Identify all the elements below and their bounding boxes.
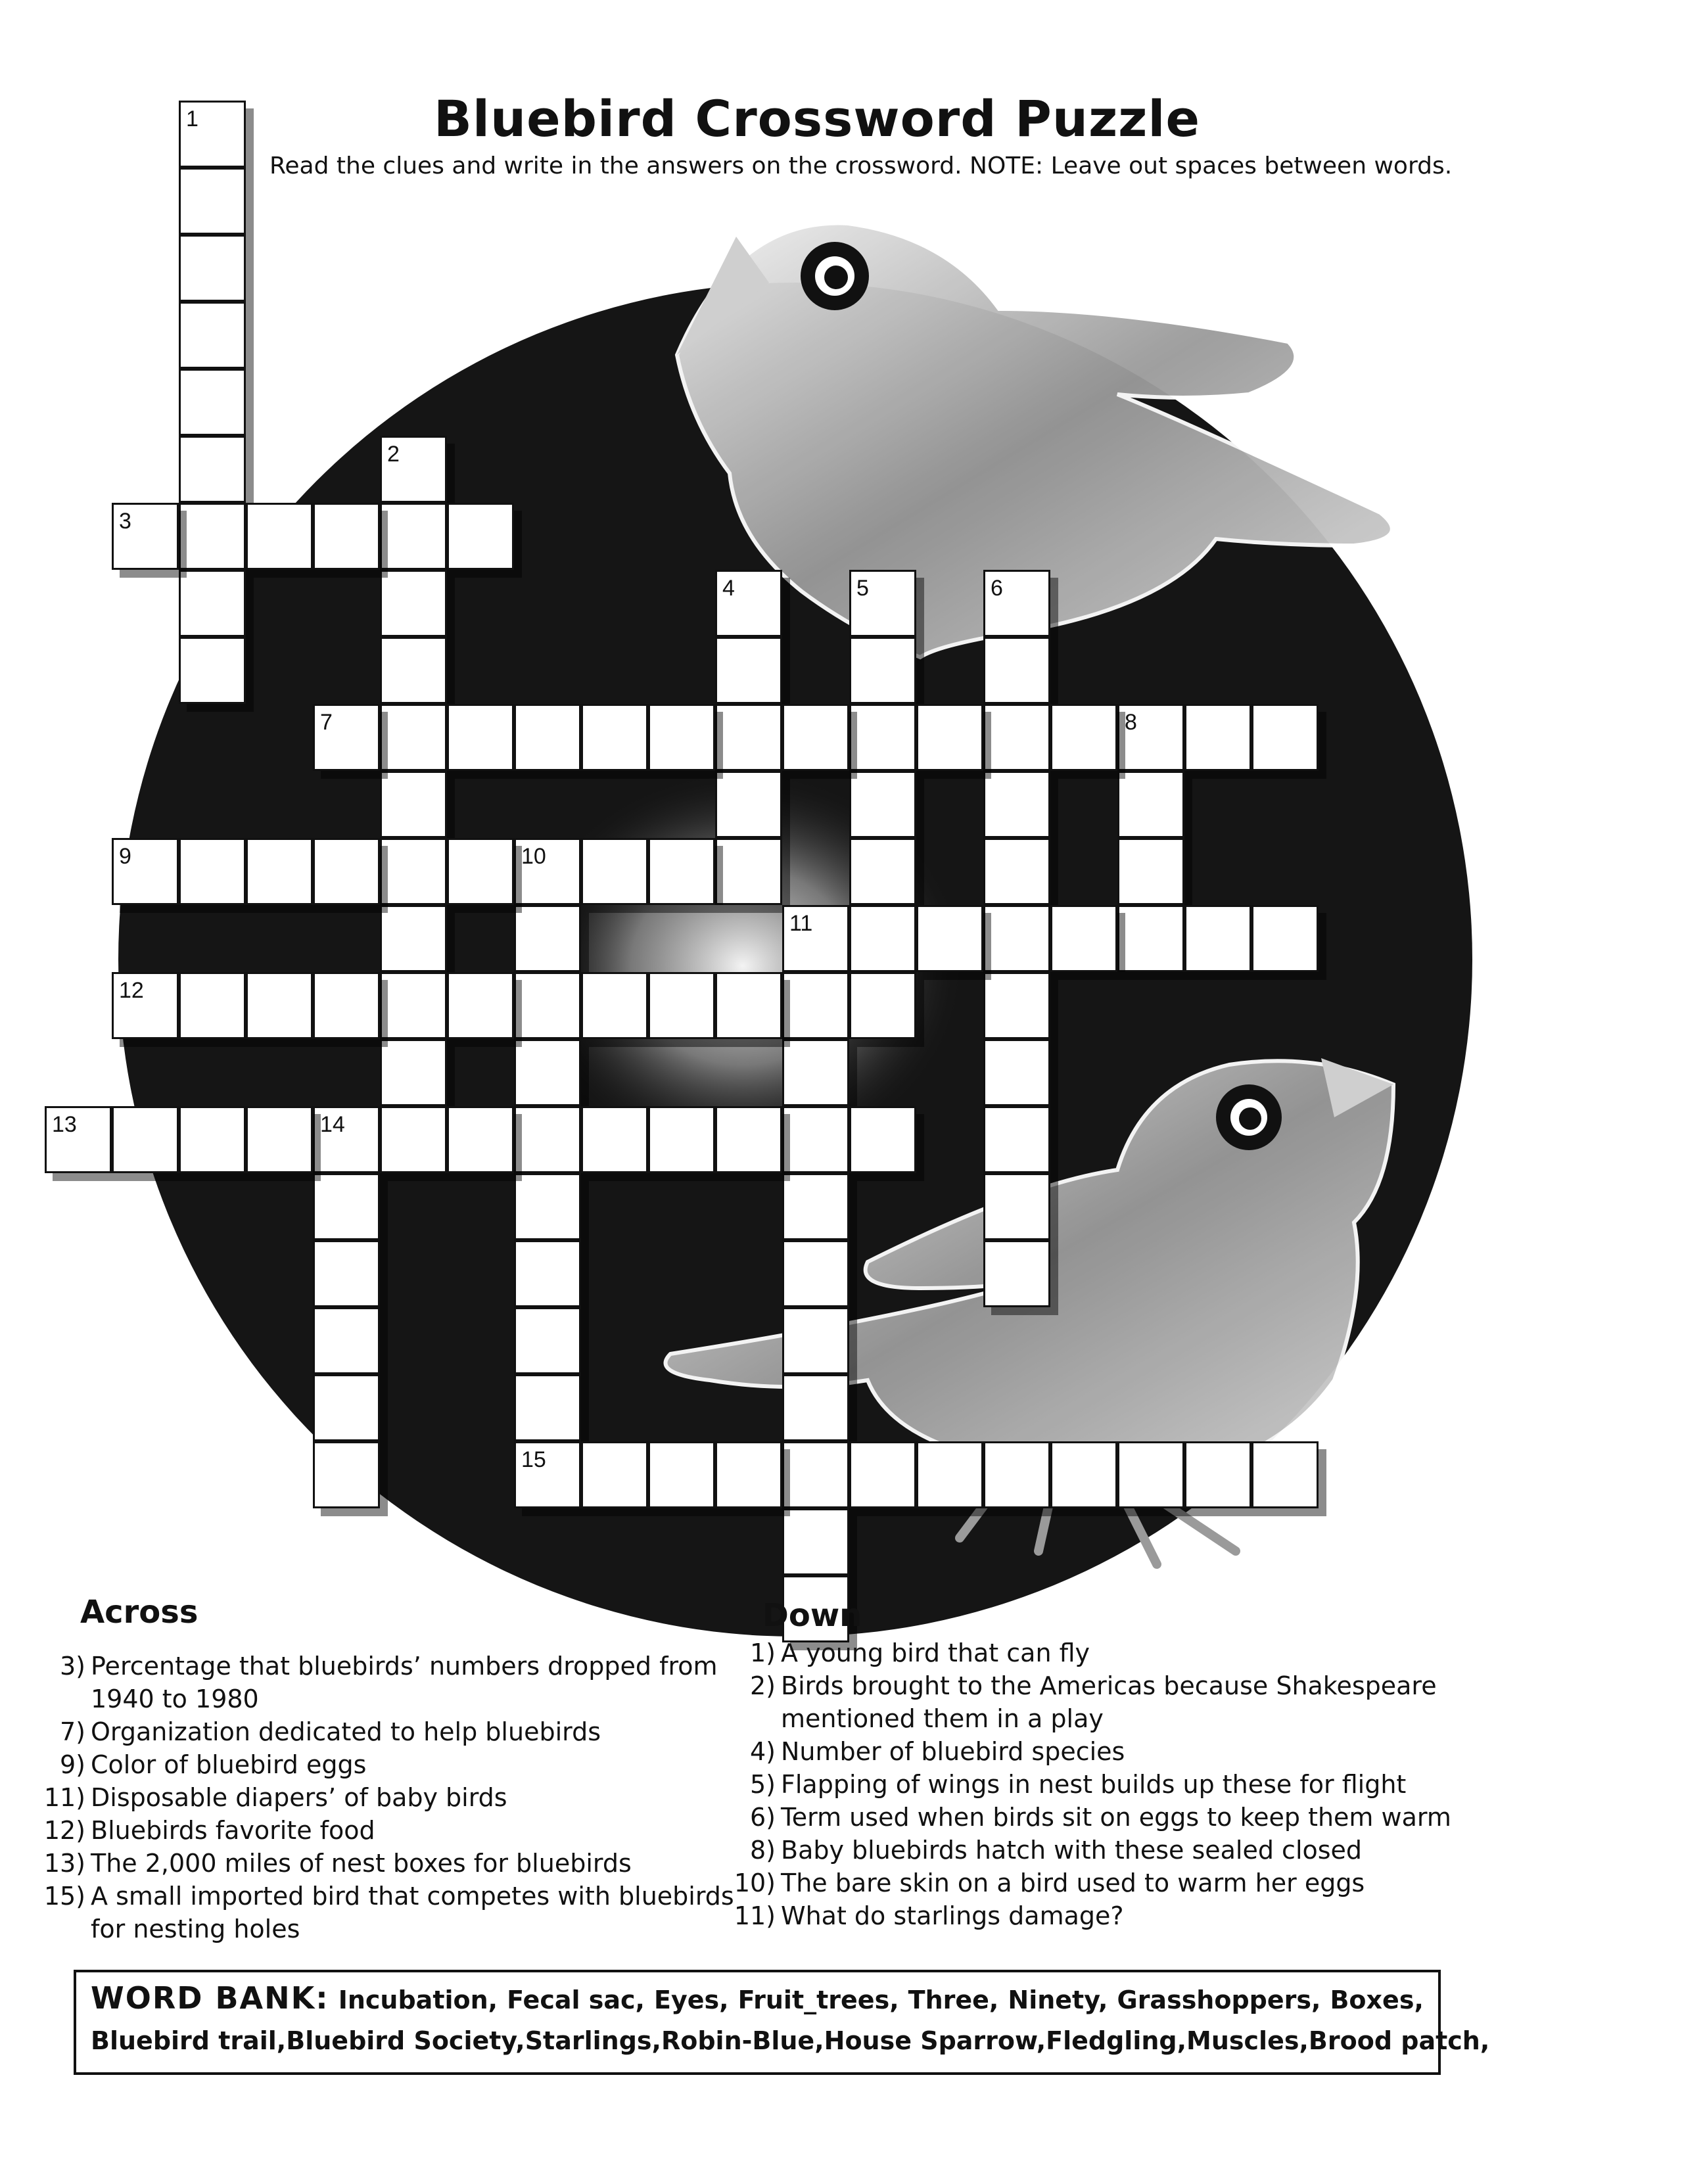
- crossword-cell[interactable]: [447, 1106, 514, 1173]
- crossword-cell[interactable]: [1050, 704, 1117, 771]
- word-bank-word: Bluebird trail,: [91, 2026, 287, 2055]
- crossword-cell[interactable]: [380, 771, 447, 838]
- clue-number: 8: [1125, 710, 1137, 735]
- clue-number: 5: [856, 576, 869, 601]
- crossword-cell[interactable]: [179, 436, 246, 503]
- crossword-cell[interactable]: [1117, 905, 1184, 972]
- crossword-cell[interactable]: [916, 1441, 983, 1508]
- crossword-cell[interactable]: [648, 1106, 715, 1173]
- crossword-cell[interactable]: [514, 905, 581, 972]
- page-title: Bluebird Crossword Puzzle: [434, 89, 1201, 148]
- crossword-cell[interactable]: [1251, 905, 1319, 972]
- crossword-cell[interactable]: [782, 1441, 849, 1508]
- clue-number: 9: [119, 844, 131, 869]
- crossword-cell[interactable]: [514, 1441, 581, 1508]
- down-clue-8: 8) Baby bluebirds hatch with these sealed closed: [749, 1836, 1363, 1865]
- crossword-cell[interactable]: [514, 704, 581, 771]
- crossword-cell[interactable]: [112, 1106, 179, 1173]
- crossword-cell[interactable]: [380, 838, 447, 905]
- crossword-cell[interactable]: [313, 503, 380, 570]
- down-clue-11: 11) What do starlings damage?: [734, 1901, 1124, 1930]
- word-bank-label: WORD BANK:: [91, 1980, 329, 2016]
- word-bank-word: Starlings,: [525, 2026, 661, 2055]
- crossword-cell[interactable]: [179, 302, 246, 369]
- word-bank-word: Muscles,: [1186, 2026, 1309, 2055]
- crossword-cell[interactable]: [581, 1106, 648, 1173]
- crossword-cell[interactable]: [715, 1441, 782, 1508]
- across-heading: Across: [80, 1594, 199, 1631]
- crossword-cell[interactable]: [380, 503, 447, 570]
- crossword-cell[interactable]: [179, 637, 246, 704]
- crossword-cell[interactable]: [983, 1441, 1050, 1508]
- crossword-cell[interactable]: [514, 838, 581, 905]
- clue-number: 3: [119, 509, 131, 534]
- crossword-cell[interactable]: [715, 637, 782, 704]
- down-clue-2: 2) Birds brought to the Americas because Shakespeare mentioned them in a play: [749, 1671, 1437, 1733]
- crossword-cell[interactable]: [782, 704, 849, 771]
- crossword-cell[interactable]: [983, 905, 1050, 972]
- across-clue-9: 9) Color of bluebird eggs: [59, 1750, 367, 1779]
- crossword-cell[interactable]: [313, 1106, 380, 1173]
- crossword-cell[interactable]: [514, 1173, 581, 1240]
- crossword-cell[interactable]: [112, 972, 179, 1039]
- crossword-cell[interactable]: [1251, 1441, 1319, 1508]
- crossword-cell[interactable]: [313, 704, 380, 771]
- word-bank-word: Fledgling,: [1046, 2026, 1187, 2055]
- across-clue-list: [43, 1650, 743, 1945]
- word-bank-word: Fecal sac,: [507, 1986, 645, 2014]
- crossword-cell[interactable]: [983, 637, 1050, 704]
- clue-number: 15: [521, 1447, 546, 1472]
- crossword-cell[interactable]: [179, 570, 246, 637]
- crossword-cell[interactable]: [514, 1307, 581, 1374]
- across-clue-12: 12) Bluebirds favorite food: [43, 1816, 375, 1845]
- word-bank-word: Fruit_trees,: [737, 1986, 899, 2014]
- crossword-cell[interactable]: [1184, 905, 1251, 972]
- crossword-cell[interactable]: [380, 972, 447, 1039]
- crossword-cell[interactable]: [782, 1508, 849, 1575]
- crossword-cell[interactable]: [1184, 1441, 1251, 1508]
- clue-number: 13: [52, 1112, 77, 1137]
- word-bank-word: Robin-Blue,: [661, 2026, 824, 2055]
- crossword-cell[interactable]: [782, 1307, 849, 1374]
- instructions-text: Read the clues and write in the answers on the crossword. NOTE: Leave out spaces between words.: [269, 152, 1453, 179]
- crossword-cell[interactable]: [849, 570, 916, 637]
- crossword-cell[interactable]: [45, 1106, 112, 1173]
- crossword-cell[interactable]: [313, 1374, 380, 1441]
- across-clue-11: 11) Disposable diapers’ of baby birds: [43, 1783, 507, 1812]
- crossword-cell[interactable]: [380, 570, 447, 637]
- crossword-cell[interactable]: [179, 369, 246, 436]
- crossword-cell[interactable]: [648, 838, 715, 905]
- crossword-cell[interactable]: [983, 838, 1050, 905]
- crossword-cell[interactable]: [1117, 771, 1184, 838]
- word-bank-word: Eyes,: [654, 1986, 729, 2014]
- word-bank-word: Boxes,: [1330, 1986, 1424, 2014]
- crossword-cell[interactable]: [916, 704, 983, 771]
- crossword-cell[interactable]: [179, 235, 246, 302]
- word-bank-word: Grasshoppers,: [1117, 1986, 1321, 2014]
- crossword-cell[interactable]: [983, 1106, 1050, 1173]
- crossword-cell[interactable]: [514, 1374, 581, 1441]
- crossword-cell[interactable]: [983, 1039, 1050, 1106]
- crossword-cell[interactable]: [715, 1106, 782, 1173]
- crossword-cell[interactable]: [849, 972, 916, 1039]
- word-bank-row-1: [91, 1978, 1424, 2020]
- clue-number: 14: [320, 1112, 345, 1137]
- crossword-cell[interactable]: [447, 972, 514, 1039]
- crossword-cell[interactable]: [581, 838, 648, 905]
- crossword-cell[interactable]: [715, 771, 782, 838]
- crossword-cell[interactable]: [1117, 704, 1184, 771]
- crossword-cell[interactable]: [849, 771, 916, 838]
- word-bank-word: House Sparrow,: [824, 2026, 1046, 2055]
- crossword-cell[interactable]: [179, 972, 246, 1039]
- clue-number: 11: [789, 911, 813, 936]
- crossword-cell[interactable]: [849, 704, 916, 771]
- crossword-cell[interactable]: [1184, 704, 1251, 771]
- crossword-cell[interactable]: [179, 503, 246, 570]
- crossword-cell[interactable]: [1117, 838, 1184, 905]
- crossword-cell[interactable]: [849, 905, 916, 972]
- crossword-cell[interactable]: [313, 1240, 380, 1307]
- crossword-cell[interactable]: [380, 637, 447, 704]
- across-clue-15: 15) A small imported bird that competes with bluebirds for nesting holes: [43, 1882, 734, 1943]
- word-bank-word: Bluebird Society,: [286, 2026, 525, 2055]
- crossword-cell[interactable]: [648, 704, 715, 771]
- crossword-cell[interactable]: [112, 503, 179, 570]
- crossword-cell[interactable]: [782, 1374, 849, 1441]
- crossword-cell[interactable]: [313, 1307, 380, 1374]
- crossword-cell[interactable]: [447, 838, 514, 905]
- crossword-cell[interactable]: [715, 972, 782, 1039]
- crossword-cell[interactable]: [782, 972, 849, 1039]
- crossword-cell[interactable]: [1050, 905, 1117, 972]
- down-clue-6: 6) Term used when birds sit on eggs to keep them warm: [749, 1803, 1451, 1832]
- crossword-cell[interactable]: [715, 570, 782, 637]
- crossword-cell[interactable]: [782, 1106, 849, 1173]
- crossword-cell[interactable]: [179, 838, 246, 905]
- crossword-cell[interactable]: [313, 972, 380, 1039]
- crossword-cell[interactable]: [380, 1106, 447, 1173]
- across-clue-3: 3) Percentage that bluebirds’ numbers dropped from 1940 to 1980: [59, 1652, 718, 1713]
- crossword-cell[interactable]: [514, 1039, 581, 1106]
- crossword-cell[interactable]: [849, 1106, 916, 1173]
- crossword-cell[interactable]: [715, 838, 782, 905]
- word-bank-word: Brood patch,: [1308, 2026, 1490, 2055]
- down-clue-10: 10) The bare skin on a bird used to warm her eggs: [734, 1869, 1365, 1897]
- clue-number: 10: [521, 844, 546, 869]
- crossword-cell[interactable]: [849, 637, 916, 704]
- clue-number: 1: [186, 106, 199, 131]
- crossword-cell[interactable]: [380, 704, 447, 771]
- crossword-cell[interactable]: [581, 972, 648, 1039]
- down-clue-4: 4) Number of bluebird species: [749, 1737, 1125, 1766]
- clue-number: 6: [991, 576, 1003, 601]
- crossword-cell[interactable]: [179, 101, 246, 168]
- crossword-cell[interactable]: [648, 972, 715, 1039]
- crossword-cell[interactable]: [1050, 1441, 1117, 1508]
- crossword-cell[interactable]: [581, 704, 648, 771]
- crossword-cell[interactable]: [514, 1240, 581, 1307]
- word-bank-word: Incubation,: [338, 1986, 498, 2014]
- down-clue-5: 5) Flapping of wings in nest builds up these for flight: [749, 1770, 1407, 1799]
- clue-number: 4: [722, 576, 735, 601]
- crossword-cell[interactable]: [782, 1039, 849, 1106]
- crossword-cell[interactable]: [447, 704, 514, 771]
- word-bank-row-2: [91, 2020, 1490, 2061]
- crossword-cell[interactable]: [112, 838, 179, 905]
- clue-number: 7: [320, 710, 333, 735]
- across-clue-13: 13) The 2,000 miles of nest boxes for bluebirds: [43, 1849, 632, 1878]
- crossword-cell[interactable]: [983, 1240, 1050, 1307]
- crossword-cell[interactable]: [983, 771, 1050, 838]
- word-bank-word: Three,: [908, 1986, 999, 2014]
- crossword-cell[interactable]: [782, 1240, 849, 1307]
- crossword-cell[interactable]: [514, 972, 581, 1039]
- crossword-cell[interactable]: [246, 838, 313, 905]
- crossword-cell[interactable]: [849, 1441, 916, 1508]
- clue-number: 12: [119, 978, 144, 1003]
- crossword-cell[interactable]: [179, 168, 246, 235]
- word-bank: [74, 1970, 1490, 2075]
- crossword-cell[interactable]: [179, 1106, 246, 1173]
- crossword-cell[interactable]: [715, 704, 782, 771]
- crossword-cell[interactable]: [782, 905, 849, 972]
- crossword-cell[interactable]: [581, 1441, 648, 1508]
- crossword-cell[interactable]: [514, 1106, 581, 1173]
- crossword-cell[interactable]: [648, 1441, 715, 1508]
- crossword-cell[interactable]: [983, 972, 1050, 1039]
- clue-number: 2: [387, 442, 400, 467]
- crossword-cell[interactable]: [246, 1106, 313, 1173]
- word-bank-word: Ninety,: [1008, 1986, 1108, 2014]
- crossword-cell[interactable]: [1251, 704, 1319, 771]
- crossword-cell[interactable]: [1117, 1441, 1184, 1508]
- crossword-cell[interactable]: [246, 503, 313, 570]
- across-clue-7: 7) Organization dedicated to help bluebirds: [59, 1717, 601, 1746]
- crossword-cell[interactable]: [916, 905, 983, 972]
- down-clue-list: [736, 1637, 1485, 1932]
- crossword-cell[interactable]: [313, 1441, 380, 1508]
- crossword-cell[interactable]: [313, 1173, 380, 1240]
- crossword-cell[interactable]: [983, 570, 1050, 637]
- crossword-cell[interactable]: [849, 838, 916, 905]
- crossword-cell[interactable]: [983, 1173, 1050, 1240]
- crossword-cell[interactable]: [380, 905, 447, 972]
- crossword-cell[interactable]: [782, 1173, 849, 1240]
- crossword-cell[interactable]: [246, 972, 313, 1039]
- crossword-cell[interactable]: [380, 436, 447, 503]
- crossword-cell[interactable]: [447, 503, 514, 570]
- down-clue-1: 1) A young bird that can fly: [749, 1638, 1090, 1667]
- crossword-cell[interactable]: [983, 704, 1050, 771]
- crossword-cell[interactable]: [313, 838, 380, 905]
- crossword-cell[interactable]: [380, 1039, 447, 1106]
- down-heading: Down: [762, 1597, 862, 1634]
